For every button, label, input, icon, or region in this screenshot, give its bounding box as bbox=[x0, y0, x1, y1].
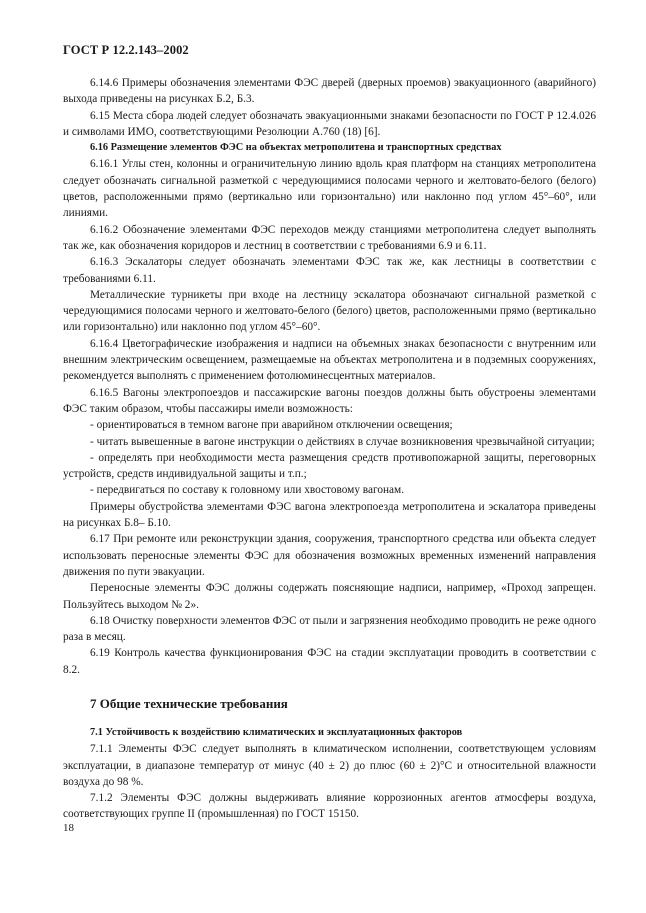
paragraph-6-18: 6.18 Очистку поверхности элементов ФЭС от пыли и загрязнения необходимо проводить не реже одного раза в месяц. bbox=[63, 614, 596, 644]
document-body bbox=[63, 75, 596, 823]
list-item: - передвигаться по составу к головному или хвостовому вагонам. bbox=[90, 484, 405, 497]
paragraph-6-16-1: 6.16.1 Углы стен, колонны и ограничительную линию вдоль края платформ на станциях метрополитена следует обозначать сигнальной разметкой с чередующимися полосами черного и желтовато-белого (белого) цветов, расположенными прямо (вертикально или горизонтально) или наклонно под углом 45°–60°, или линиями. bbox=[63, 158, 596, 220]
paragraph-7-1-1: 7.1.1 Элементы ФЭС следует выполнять в климатическом исполнении, соответствующем условиям эксплуатации, в диапазоне температур от минус (40 ± 2) до плюс (60 ± 2)°С и относительной влажности воздуха до 98 %. bbox=[63, 743, 596, 788]
section-heading-7: 7 Общие технические требования bbox=[90, 695, 288, 711]
paragraph-6-16-4: 6.16.4 Цветографические изображения и надписи на объемных знаках безопасности с внутренним или внешним электрическим освещением, размещаемые на объектах метрополитена и в подземных сооружениях, рекомендуется выполнять с применением фотолюминесцентных материалов. bbox=[63, 337, 596, 383]
list-item: - определять при необходимости места размещения средств противопожарной защиты, переговорных устройств, средств индивидуальной защиты и т.п.; bbox=[63, 451, 596, 481]
subsection-heading-6-16: 6.16 Размещение элементов ФЭС на объектах метрополитена и транспортных средствах bbox=[90, 142, 502, 154]
paragraph-turnstiles: Металлические турникеты при входе на лестницу эскалатора обозначают сигнальной разметкой с чередующимися полосами черного и желтовато-белого (белого) цветов, расположенными прямо (вертикально или горизонтально) или наклонно под углом 45°–60°. bbox=[63, 288, 596, 334]
page-number: 18 bbox=[63, 822, 74, 834]
paragraph-6-14-6: 6.14.6 Примеры обозначения элементами ФЭС дверей (дверных проемов) эвакуационного (аварийного) выхода приведены на рисунках Б.2, Б.3. bbox=[63, 77, 596, 106]
paragraph-6-15: 6.15 Места сбора людей следует обозначать эвакуационными знаками безопасности по ГОСТ Р 12.4.026 и символами ИМО, соответствующими Резолюции А.760 (18) [6]. bbox=[63, 109, 596, 138]
paragraph-6-16-5: 6.16.5 Вагоны электропоездов и пассажирские вагоны поездов должны быть обустроены элементами ФЭС таким образом, чтобы пассажиры имели возможность: bbox=[63, 386, 596, 415]
requirements-list bbox=[63, 417, 596, 498]
paragraph-6-17: 6.17 При ремонте или реконструкции здания, сооружения, транспортного средства или объекта следует использовать переносные элементы ФЭС для обозначения возможных временных изменений направления движения по пути эвакуации. bbox=[63, 533, 596, 578]
paragraph-6-19: 6.19 Контроль качества функционирования ФЭС на стадии эксплуатации проводить в соответствии с 8.2. bbox=[63, 647, 596, 676]
paragraph-examples: Примеры обустройства элементами ФЭС вагона электропоезда метрополитена и эскалатора приведены на рисунках Б.8– Б.10. bbox=[63, 500, 596, 530]
document-header: ГОСТ Р 12.2.143–2002 bbox=[63, 43, 189, 57]
paragraph-6-16-3: 6.16.3 Эскалаторы следует обозначать элементами ФЭС так же, как лестницы в соответствии с требованиями 6.11. bbox=[63, 256, 596, 285]
subsection-heading-7-1: 7.1 Устойчивость к воздействию климатических и эксплуатационных факторов bbox=[90, 726, 463, 738]
list-item: - ориентироваться в темном вагоне при аварийном отключении освещения; bbox=[90, 419, 453, 432]
list-item: - читать вывешенные в вагоне инструкции о действиях в случае возникновения чрезвычайной ситуации; bbox=[90, 435, 595, 448]
paragraph-6-16-2: 6.16.2 Обозначение элементами ФЭС переходов между станциями метрополитена следует выполнять так же, как обозначения коридоров и лестниц в соответствии с требованиями 6.9 и 6.11. bbox=[63, 223, 596, 252]
paragraph-portable-elements: Переносные элементы ФЭС должны содержать поясняющие надписи, например, «Проход запрещен. Пользуйтесь выходом № 2». bbox=[63, 582, 596, 611]
paragraph-7-1-2: 7.1.2 Элементы ФЭС должны выдерживать влияние коррозионных агентов атмосферы воздуха, соответствующих группе II (промышленная) по ГОСТ 15150. bbox=[63, 792, 596, 821]
